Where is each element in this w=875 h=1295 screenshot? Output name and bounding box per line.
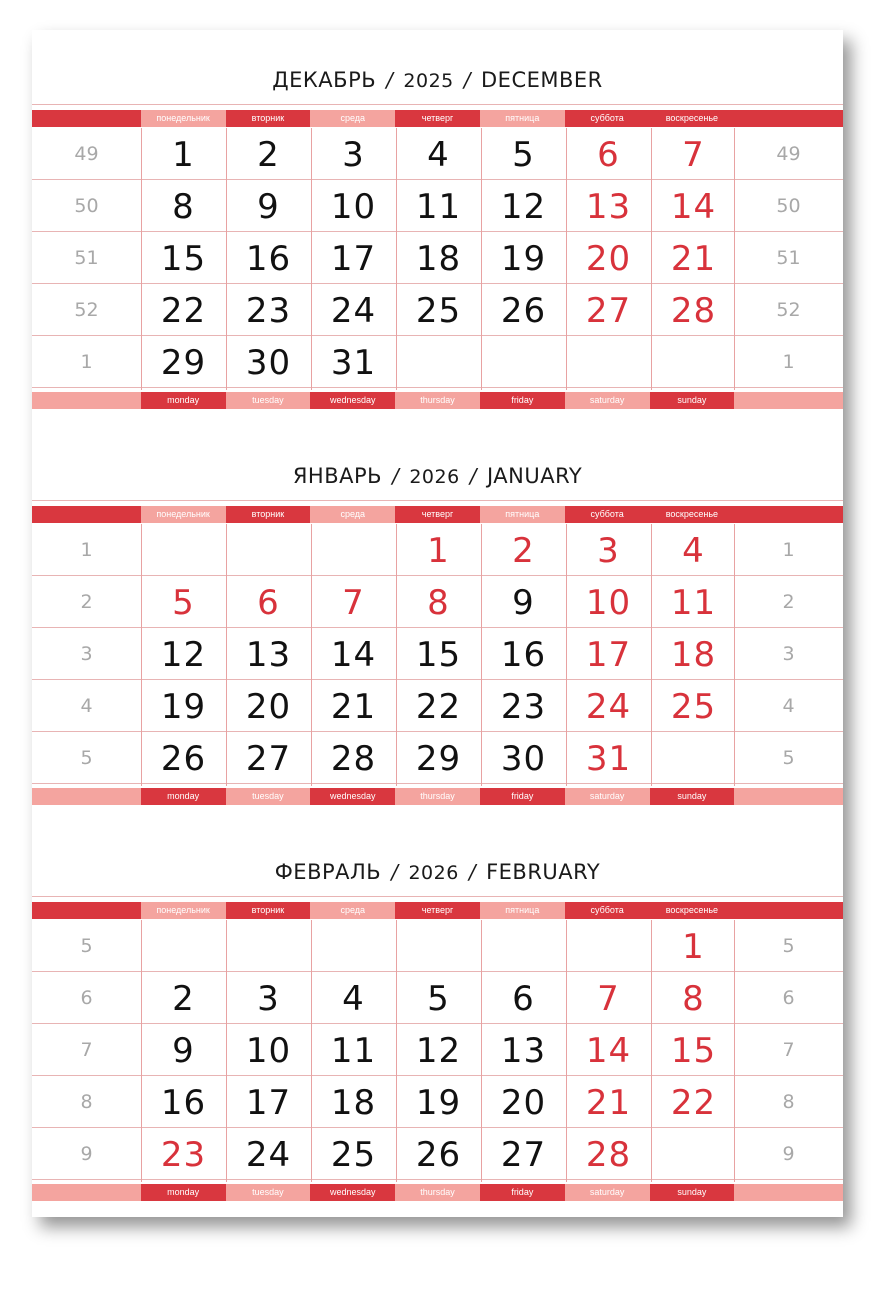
month-year: 2026	[409, 466, 460, 488]
date-cell: 17	[330, 239, 377, 279]
date-cell: 14	[585, 1031, 632, 1071]
week-number: 49	[74, 143, 99, 165]
date-cell	[311, 524, 396, 575]
weekday-label-en: sunday	[650, 1184, 735, 1201]
date-cell	[396, 920, 481, 971]
week-row	[32, 128, 843, 180]
date-cell: 12	[160, 635, 207, 675]
week-number: 9	[782, 1143, 795, 1165]
column-divider	[396, 920, 397, 1182]
date-cell: 8	[427, 583, 450, 623]
date-cell: 26	[500, 291, 547, 331]
weekday-label-ru: четверг	[395, 506, 480, 523]
date-cell: 18	[415, 239, 462, 279]
week-number: 2	[782, 591, 795, 613]
weekday-label-ru: понедельник	[141, 506, 226, 523]
strip-filler	[734, 392, 843, 409]
week-number: 51	[776, 247, 801, 269]
weekday-label-ru: воскресенье	[650, 902, 735, 919]
date-cell: 31	[585, 739, 632, 779]
weekday-label-en: friday	[480, 1184, 565, 1201]
date-cell: 10	[330, 187, 377, 227]
column-divider	[226, 128, 227, 390]
date-cell	[651, 1128, 736, 1179]
week-row	[32, 680, 843, 732]
date-cell: 29	[160, 343, 207, 383]
date-cell: 27	[585, 291, 632, 331]
date-cell: 24	[585, 687, 632, 727]
strip-filler	[734, 788, 843, 805]
weekday-label-ru: пятница	[480, 902, 565, 919]
column-divider	[311, 524, 312, 786]
week-row	[32, 1076, 843, 1128]
week-row	[32, 1128, 843, 1180]
column-divider	[481, 524, 482, 786]
date-cell: 29	[415, 739, 462, 779]
week-row	[32, 576, 843, 628]
week-row	[32, 628, 843, 680]
date-cell: 19	[415, 1083, 462, 1123]
weekday-strip-ru	[32, 902, 843, 919]
column-divider	[141, 128, 142, 390]
date-cell: 6	[512, 979, 535, 1019]
weekday-label-en: monday	[141, 788, 226, 805]
date-cell: 10	[245, 1031, 292, 1071]
weekday-label-en: wednesday	[310, 1184, 395, 1201]
date-cell: 26	[415, 1135, 462, 1175]
week-number: 6	[782, 987, 795, 1009]
weekday-label-en: saturday	[565, 1184, 650, 1201]
column-divider	[651, 920, 652, 1182]
month-title	[32, 30, 843, 105]
date-cell: 26	[160, 739, 207, 779]
week-number: 6	[80, 987, 93, 1009]
date-cell: 24	[330, 291, 377, 331]
weekday-label-ru: среда	[310, 902, 395, 919]
month-name-en: JANUARY	[486, 464, 583, 488]
weekday-label-ru: четверг	[395, 902, 480, 919]
week-number: 52	[776, 299, 801, 321]
date-cell: 3	[597, 531, 620, 571]
date-cell	[566, 336, 651, 387]
date-cell: 17	[585, 635, 632, 675]
month-name-ru: ЯНВАРЬ	[292, 464, 383, 488]
week-number: 52	[74, 299, 99, 321]
week-row	[32, 232, 843, 284]
date-cell: 16	[160, 1083, 207, 1123]
date-cell: 9	[257, 187, 280, 227]
date-grid	[32, 128, 843, 389]
month-name-ru: ФЕВРАЛЬ	[274, 860, 382, 884]
week-number: 3	[80, 643, 93, 665]
date-cell: 12	[415, 1031, 462, 1071]
weekday-label-en: tuesday	[226, 1184, 311, 1201]
date-cell	[481, 920, 566, 971]
strip-filler	[32, 788, 141, 805]
column-divider	[651, 128, 652, 390]
date-cell: 15	[160, 239, 207, 279]
date-cell: 20	[585, 239, 632, 279]
month-block-january	[32, 426, 843, 806]
date-cell: 7	[682, 135, 705, 175]
date-cell: 5	[172, 583, 195, 623]
week-row	[32, 524, 843, 576]
date-cell: 4	[682, 531, 705, 571]
date-cell: 6	[257, 583, 280, 623]
column-divider	[651, 524, 652, 786]
date-cell: 13	[585, 187, 632, 227]
date-cell: 16	[245, 239, 292, 279]
weekday-label-ru: суббота	[565, 506, 650, 523]
date-cell: 2	[257, 135, 280, 175]
date-cell: 10	[585, 583, 632, 623]
column-divider	[311, 920, 312, 1182]
week-row	[32, 972, 843, 1024]
date-cell: 20	[245, 687, 292, 727]
weekday-label-en: wednesday	[310, 788, 395, 805]
weekday-label-en: tuesday	[226, 788, 311, 805]
strip-filler	[32, 506, 141, 523]
week-number: 5	[80, 747, 93, 769]
date-cell: 4	[427, 135, 450, 175]
week-row	[32, 336, 843, 388]
date-cell: 7	[342, 583, 365, 623]
date-cell: 11	[330, 1031, 377, 1071]
date-cell: 8	[172, 187, 195, 227]
strip-filler	[734, 110, 843, 127]
weekday-label-en: monday	[141, 392, 226, 409]
date-cell: 19	[160, 687, 207, 727]
column-divider	[141, 524, 142, 786]
date-cell: 9	[512, 583, 535, 623]
date-cell: 22	[160, 291, 207, 331]
date-cell: 18	[670, 635, 717, 675]
date-cell: 21	[585, 1083, 632, 1123]
date-cell	[481, 336, 566, 387]
date-cell: 25	[670, 687, 717, 727]
date-cell: 23	[245, 291, 292, 331]
date-cell	[226, 524, 311, 575]
weekday-label-ru: суббота	[565, 110, 650, 127]
week-number: 8	[80, 1091, 93, 1113]
date-cell	[651, 336, 736, 387]
date-cell: 2	[512, 531, 535, 571]
column-divider	[566, 920, 567, 1182]
column-divider	[396, 524, 397, 786]
date-cell: 22	[670, 1083, 717, 1123]
strip-filler	[734, 902, 843, 919]
weekday-label-ru: среда	[310, 506, 395, 523]
weekday-label-en: sunday	[650, 392, 735, 409]
month-name-ru: ДЕКАБРЬ	[272, 68, 377, 92]
date-cell: 7	[597, 979, 620, 1019]
date-cell: 27	[500, 1135, 547, 1175]
date-cell: 4	[342, 979, 365, 1019]
date-cell	[566, 920, 651, 971]
date-cell: 30	[500, 739, 547, 779]
week-number: 2	[80, 591, 93, 613]
week-row	[32, 180, 843, 232]
week-number: 7	[80, 1039, 93, 1061]
title-separator: /	[468, 860, 477, 884]
month-name-en: DECEMBER	[481, 68, 603, 92]
column-divider	[481, 920, 482, 1182]
date-cell: 23	[500, 687, 547, 727]
strip-filler	[32, 392, 141, 409]
week-number: 5	[80, 935, 93, 957]
weekday-label-ru: воскресенье	[650, 110, 735, 127]
date-cell: 31	[330, 343, 377, 383]
date-cell: 24	[245, 1135, 292, 1175]
date-cell: 12	[500, 187, 547, 227]
date-cell: 1	[172, 135, 195, 175]
column-divider	[734, 128, 735, 390]
weekday-label-en: thursday	[395, 788, 480, 805]
weekday-label-ru: среда	[310, 110, 395, 127]
weekday-label-en: friday	[480, 788, 565, 805]
weekday-label-ru: воскресенье	[650, 506, 735, 523]
weekday-label-en: sunday	[650, 788, 735, 805]
date-cell: 25	[330, 1135, 377, 1175]
date-cell: 25	[415, 291, 462, 331]
weekday-label-ru: вторник	[226, 902, 311, 919]
column-divider	[566, 128, 567, 390]
weekday-strip-ru	[32, 506, 843, 523]
month-name-en: FEBRUARY	[486, 860, 601, 884]
date-cell: 28	[670, 291, 717, 331]
date-cell: 30	[245, 343, 292, 383]
weekday-label-ru: понедельник	[141, 902, 226, 919]
column-divider	[141, 920, 142, 1182]
week-number: 4	[782, 695, 795, 717]
column-divider	[311, 128, 312, 390]
weekday-label-ru: пятница	[480, 506, 565, 523]
week-row	[32, 284, 843, 336]
date-cell: 11	[415, 187, 462, 227]
column-divider	[734, 524, 735, 786]
date-cell: 16	[500, 635, 547, 675]
title-separator: /	[392, 464, 400, 488]
weekday-label-en: saturday	[565, 392, 650, 409]
week-number: 3	[782, 643, 795, 665]
title-separator: /	[391, 860, 399, 884]
date-cell: 2	[172, 979, 195, 1019]
date-cell: 23	[160, 1135, 207, 1175]
date-cell	[651, 732, 736, 783]
date-cell: 13	[500, 1031, 547, 1071]
date-cell: 27	[245, 739, 292, 779]
week-number: 8	[782, 1091, 795, 1113]
week-number: 5	[782, 747, 795, 769]
week-number: 50	[776, 195, 801, 217]
strip-filler	[734, 1184, 843, 1201]
date-cell	[226, 920, 311, 971]
date-cell: 11	[670, 583, 717, 623]
date-cell: 8	[682, 979, 705, 1019]
column-divider	[481, 128, 482, 390]
date-cell	[141, 920, 226, 971]
strip-filler	[32, 1184, 141, 1201]
date-cell: 14	[670, 187, 717, 227]
weekday-label-en: thursday	[395, 1184, 480, 1201]
weekday-label-en: monday	[141, 1184, 226, 1201]
date-cell: 28	[330, 739, 377, 779]
date-cell: 18	[330, 1083, 377, 1123]
column-divider	[734, 920, 735, 1182]
month-block-december	[32, 30, 843, 410]
date-cell	[311, 920, 396, 971]
date-cell: 3	[257, 979, 280, 1019]
weekday-label-ru: понедельник	[141, 110, 226, 127]
weekday-label-ru: суббота	[565, 902, 650, 919]
date-cell: 3	[342, 135, 365, 175]
date-cell: 17	[245, 1083, 292, 1123]
column-divider	[226, 524, 227, 786]
week-row	[32, 920, 843, 972]
date-cell: 15	[670, 1031, 717, 1071]
strip-filler	[32, 902, 141, 919]
month-title	[32, 426, 843, 501]
date-grid	[32, 524, 843, 785]
strip-filler	[32, 110, 141, 127]
column-divider	[566, 524, 567, 786]
date-cell: 15	[415, 635, 462, 675]
date-cell	[396, 336, 481, 387]
week-row	[32, 1024, 843, 1076]
title-separator: /	[386, 68, 394, 92]
week-number: 1	[782, 351, 795, 373]
column-divider	[226, 920, 227, 1182]
weekday-label-en: saturday	[565, 788, 650, 805]
date-cell: 22	[415, 687, 462, 727]
week-number: 5	[782, 935, 795, 957]
week-number: 9	[80, 1143, 93, 1165]
week-number: 4	[80, 695, 93, 717]
weekday-label-en: thursday	[395, 392, 480, 409]
week-number: 49	[776, 143, 801, 165]
strip-filler	[734, 506, 843, 523]
calendar-sheet	[32, 30, 843, 1217]
month-year: 2026	[408, 862, 459, 884]
date-cell: 21	[330, 687, 377, 727]
date-cell: 13	[245, 635, 292, 675]
date-cell: 1	[682, 927, 705, 967]
week-number: 1	[782, 539, 795, 561]
week-number: 50	[74, 195, 99, 217]
weekday-label-en: wednesday	[310, 392, 395, 409]
date-cell: 28	[585, 1135, 632, 1175]
weekday-strip-en	[32, 788, 843, 805]
week-number: 7	[782, 1039, 795, 1061]
week-number: 1	[80, 539, 93, 561]
weekday-label-en: friday	[480, 392, 565, 409]
title-separator: /	[463, 68, 472, 92]
date-cell: 19	[500, 239, 547, 279]
week-number: 51	[74, 247, 99, 269]
weekday-label-en: tuesday	[226, 392, 311, 409]
weekday-label-ru: четверг	[395, 110, 480, 127]
column-divider	[396, 128, 397, 390]
weekday-label-ru: пятница	[480, 110, 565, 127]
weekday-strip-en	[32, 392, 843, 409]
date-grid	[32, 920, 843, 1181]
date-cell	[141, 524, 226, 575]
month-title	[32, 822, 843, 897]
date-cell: 20	[500, 1083, 547, 1123]
date-cell: 9	[172, 1031, 195, 1071]
month-year: 2025	[403, 70, 454, 92]
month-block-february	[32, 822, 843, 1202]
date-cell: 5	[427, 979, 450, 1019]
date-cell: 14	[330, 635, 377, 675]
date-cell: 21	[670, 239, 717, 279]
weekday-strip-ru	[32, 110, 843, 127]
weekday-strip-en	[32, 1184, 843, 1201]
date-cell: 6	[597, 135, 620, 175]
weekday-label-ru: вторник	[226, 506, 311, 523]
week-row	[32, 732, 843, 784]
date-cell: 5	[512, 135, 535, 175]
weekday-label-ru: вторник	[226, 110, 311, 127]
week-number: 1	[80, 351, 93, 373]
title-separator: /	[469, 464, 477, 488]
date-cell: 1	[427, 531, 450, 571]
